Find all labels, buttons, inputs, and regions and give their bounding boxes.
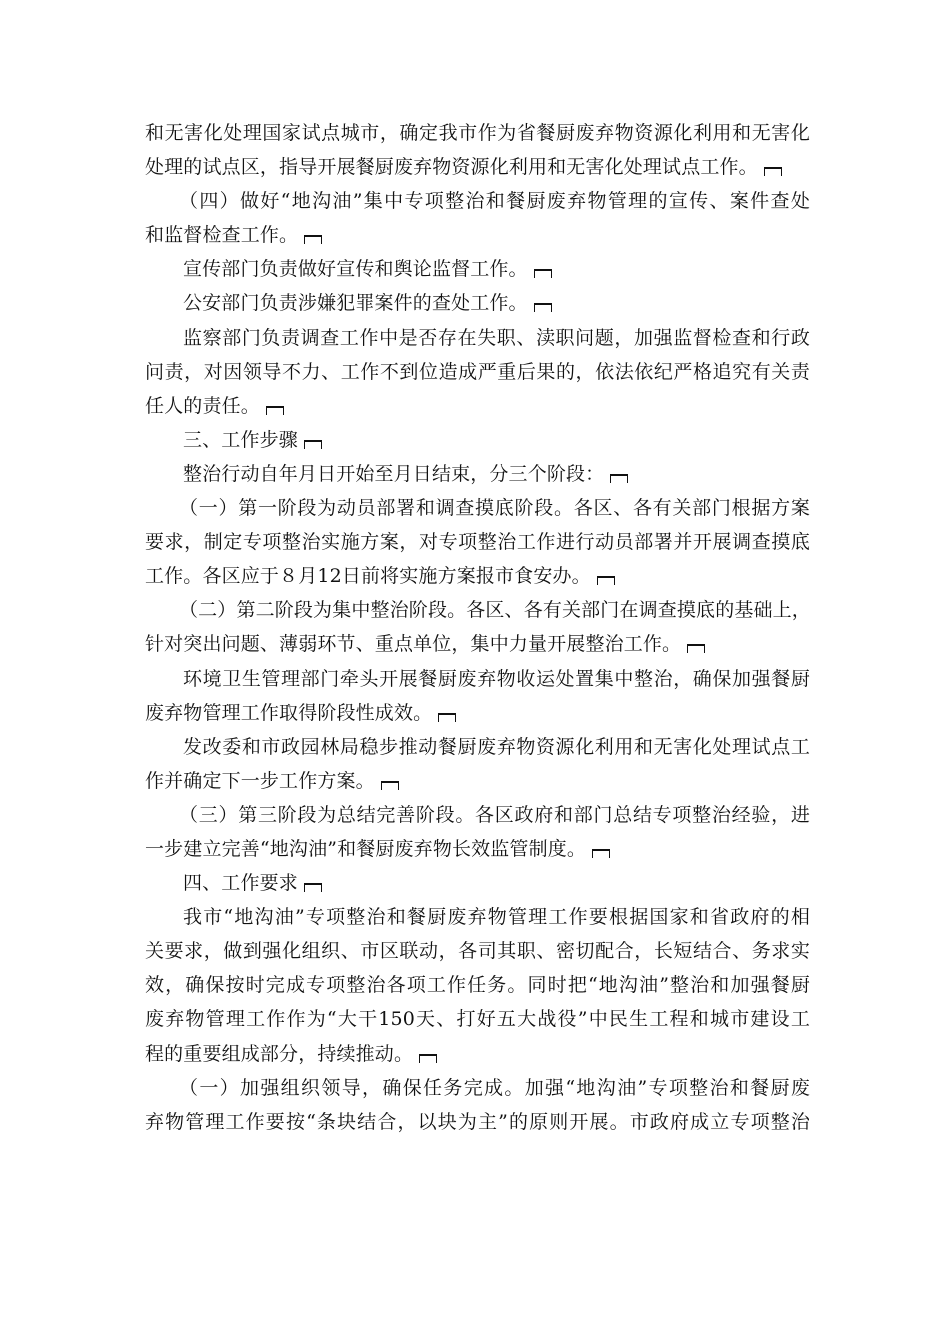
paragraph-mark-icon — [304, 235, 322, 244]
text-line — [145, 900, 810, 934]
line-text: 宣传部门负责做好宣传和舆论监督工作。 — [183, 258, 528, 281]
line-text: 作并确定下一步工作方案。 — [145, 769, 375, 792]
text-line — [145, 696, 810, 730]
line-text: 处理的试点区，指导开展餐厨废弃物资源化利用和无害化处理试点工作。 — [145, 156, 758, 179]
line-text: 废弃物管理工作作为“大干150天、打好五大战役”中民生工程和城市建设工 — [145, 1008, 810, 1031]
line-text: （三）第三阶段为总结完善阶段。各区政府和部门总结专项整治经验，进 — [179, 803, 810, 826]
line-text: 任人的责任。 — [145, 394, 260, 417]
line-text: 和无害化处理国家试点城市，确定我市作为省餐厨废弃物资源化利用和无害化 — [145, 122, 810, 144]
line-text: （二）第二阶段为集中整治阶段。各区、各有关部门在调查摸底的基础上， — [179, 599, 811, 622]
line-text: 监察部门负责调查工作中是否存在失职、渎职问题，加强监督检查和行政 — [183, 326, 810, 349]
paragraph-mark-icon — [592, 849, 610, 858]
line-text: 弃物管理工作要按“条块结合，以块为主”的原则开展。市政府成立专项整治 — [145, 1110, 810, 1133]
text-line — [145, 286, 810, 320]
text-line — [145, 491, 810, 525]
paragraph-mark-icon — [438, 713, 456, 722]
text-line — [145, 184, 810, 218]
line-text: 一步建立完善“地沟油”和餐厨废弃物长效监管制度。 — [145, 837, 587, 860]
document-body — [145, 116, 810, 1139]
line-text: 和监督检查工作。 — [145, 224, 299, 247]
line-text: 三、工作步骤 — [183, 428, 298, 451]
text-line — [145, 389, 810, 423]
paragraph-mark-icon — [597, 576, 615, 585]
line-text: 关要求，做到强化组织、市区联动，各司其职、密切配合，长短结合、务求实 — [145, 940, 810, 963]
line-text: 针对突出问题、薄弱环节、重点单位，集中力量开展整治工作。 — [145, 633, 682, 656]
paragraph-mark-icon — [687, 644, 705, 653]
paragraph-mark-icon — [610, 474, 628, 483]
text-line — [145, 252, 810, 286]
paragraph-mark-icon — [534, 269, 552, 278]
text-line — [145, 525, 810, 559]
text-line — [145, 1037, 810, 1071]
paragraph-mark-icon — [534, 303, 552, 312]
text-line — [145, 355, 810, 389]
text-line — [145, 559, 810, 593]
text-line — [145, 457, 810, 491]
paragraph-mark-icon — [304, 440, 322, 449]
line-text: 程的重要组成部分，持续推动。 — [145, 1042, 414, 1065]
text-line — [145, 730, 810, 764]
line-text: （四）做好“地沟油”集中专项整治和餐厨废弃物管理的宣传、案件查处 — [179, 190, 810, 213]
line-text: 废弃物管理工作取得阶段性成效。 — [145, 701, 433, 724]
text-line — [145, 662, 810, 696]
text-line — [145, 1071, 810, 1105]
line-text: 效，确保按时完成专项整治各项工作任务。同时把“地沟油”整治和加强餐厨 — [145, 974, 810, 997]
line-text: （一）第一阶段为动员部署和调查摸底阶段。各区、各有关部门根据方案 — [179, 497, 810, 520]
line-text: 要求，制定专项整治实施方案，对专项整治工作进行动员部署并开展调查摸底 — [145, 531, 810, 554]
text-line — [145, 423, 810, 457]
text-line — [145, 116, 810, 150]
paragraph-mark-icon — [266, 406, 284, 415]
text-line — [145, 150, 810, 184]
paragraph-mark-icon — [381, 781, 399, 790]
text-line — [145, 764, 810, 798]
line-text: 四、工作要求 — [183, 872, 298, 895]
paragraph-mark-icon — [304, 883, 322, 892]
line-text: 问责，对因领导不力、工作不到位造成严重后果的，依法依纪严格追究有关责 — [145, 360, 810, 383]
line-text: 环境卫生管理部门牵头开展餐厨废弃物收运处置集中整治，确保加强餐厨 — [183, 667, 810, 690]
line-text: 工作。各区应于８月12日前将实施方案报市食安办。 — [145, 565, 591, 588]
text-line — [145, 934, 810, 968]
line-text: 公安部门负责涉嫌犯罪案件的查处工作。 — [183, 292, 528, 315]
line-text: 我市“地沟油”专项整治和餐厨废弃物管理工作要根据国家和省政府的相 — [183, 906, 810, 929]
text-line — [145, 866, 810, 900]
text-line — [145, 968, 810, 1002]
text-line — [145, 627, 810, 661]
paragraph-mark-icon — [419, 1054, 437, 1063]
text-line — [145, 1105, 810, 1139]
text-line — [145, 798, 810, 832]
line-text: （一）加强组织领导，确保任务完成。加强“地沟油”专项整治和餐厨废 — [179, 1076, 810, 1099]
line-text: 整治行动自年月日开始至月日结束，分三个阶段： — [183, 462, 605, 485]
line-text: 发改委和市政园林局稳步推动餐厨废弃物资源化利用和无害化处理试点工 — [183, 735, 810, 758]
paragraph-mark-icon — [764, 167, 782, 176]
text-line — [145, 321, 810, 355]
text-line — [145, 832, 810, 866]
text-line — [145, 1002, 810, 1036]
text-line — [145, 218, 810, 252]
text-line — [145, 593, 810, 627]
